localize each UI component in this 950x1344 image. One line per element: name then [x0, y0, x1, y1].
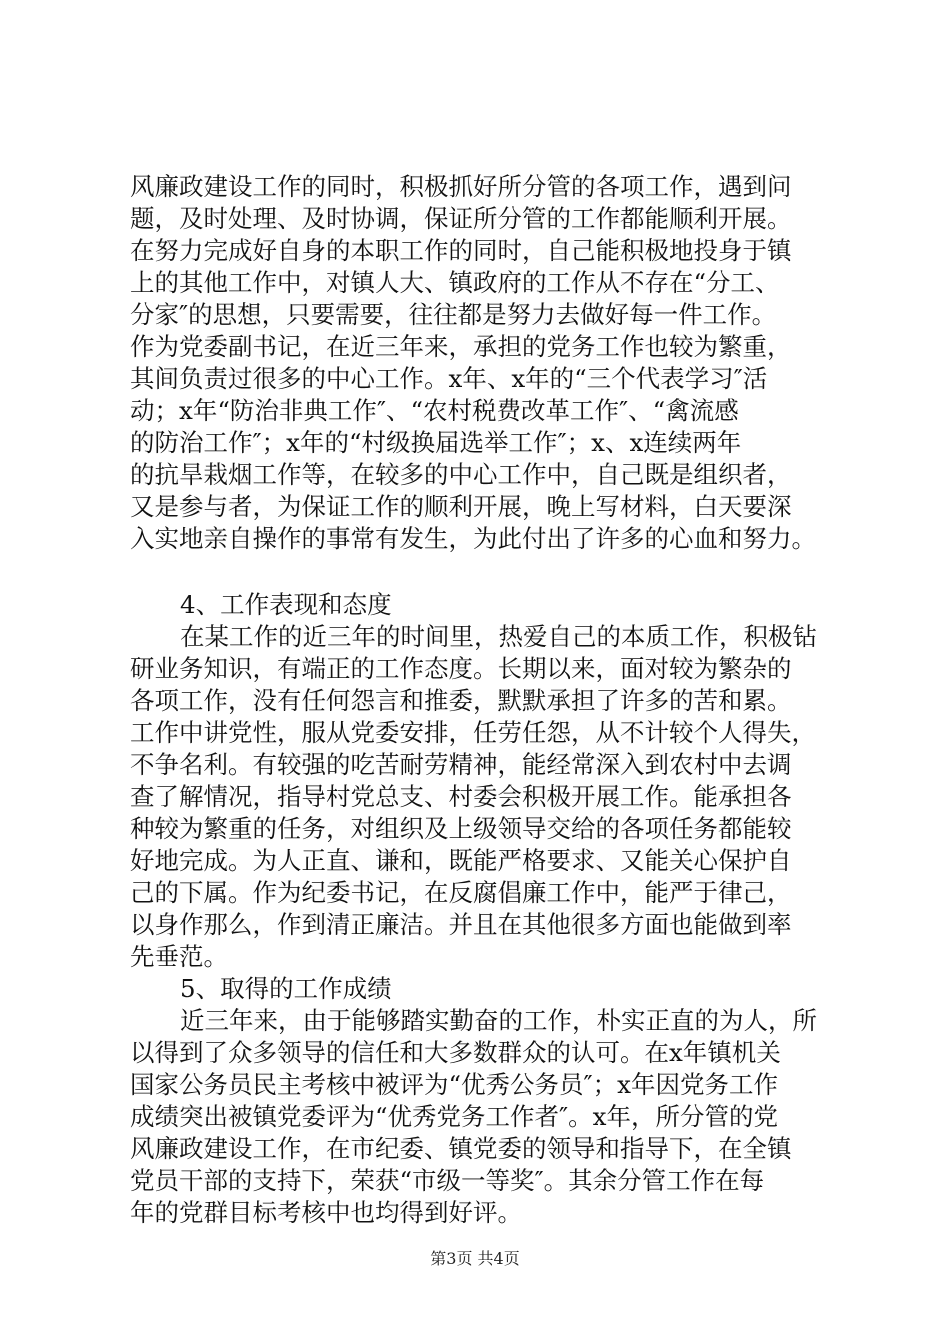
paragraph-line: 动；x年“防治非典工作″、“农村税费改革工作″、“禽流感 — [130, 396, 739, 425]
paragraph-gap — [130, 555, 830, 589]
paragraph-line: 上的其他工作中，对镇人大、镇政府的工作从不存在“分工、 — [130, 268, 780, 297]
paragraph-line: 成绩突出被镇党委评为“优秀党务工作者″。x年，所分管的党 — [130, 1102, 778, 1131]
paragraph-line: 种较为繁重的任务，对组织及上级领导交给的各项任务都能较 — [130, 814, 792, 843]
paragraph-line: 先垂范。 — [130, 942, 228, 971]
page-number-footer: 第3页 共4页 — [430, 1249, 520, 1268]
paragraph-first-line: 在某工作的近三年的时间里，热爱自己的本质工作，积极钻 — [180, 622, 817, 651]
paragraph-line: 以得到了众多领导的信任和大多数群众的认可。在x年镇机关 — [130, 1038, 781, 1067]
paragraph-line: 题，及时处理、及时协调，保证所分管的工作都能顺利开展。 — [130, 204, 792, 233]
paragraph-line: 在努力完成好自身的本职工作的同时，自己能积极地投身于镇 — [130, 236, 792, 265]
paragraph-line: 风廉政建设工作的同时，积极抓好所分管的各项工作，遇到问 — [130, 172, 792, 201]
paragraph-line: 不争名利。有较强的吃苦耐劳精神，能经常深入到农村中去调 — [130, 750, 792, 779]
paragraph-line: 工作中讲党性，服从党委安排，任劳任怨，从不计较个人得失， — [130, 718, 816, 747]
paragraph-line: 己的下属。作为纪委书记，在反腐倡廉工作中，能严于律己， — [130, 878, 792, 907]
paragraph-line: 其间负责过很多的中心工作。x年、x年的“三个代表学习″活 — [130, 364, 768, 393]
paragraph-line: 的防治工作″；x年的“村级换届选举工作″；x、x连续两年 — [130, 428, 742, 457]
paragraph-line: 又是参与者，为保证工作的顺利开展，晚上写材料，白天要深 — [130, 492, 792, 521]
paragraph-line: 的抗旱栽烟工作等，在较多的中心工作中，自己既是组织者， — [130, 460, 792, 489]
paragraph-line: 以身作那么，作到清正廉洁。并且在其他很多方面也能做到率 — [130, 910, 792, 939]
paragraph-line: 好地完成。为人正直、谦和，既能严格要求、又能关心保护自 — [130, 846, 792, 875]
paragraph-line: 研业务知识，有端正的工作态度。长期以来，面对较为繁杂的 — [130, 654, 792, 683]
paragraph-line: 党员干部的支持下，荣获“市级一等奖″。其余分管工作在每 — [130, 1166, 765, 1195]
paragraph-line: 年的党群目标考核中也均得到好评。 — [130, 1198, 522, 1227]
paragraph-line: 查了解情况，指导村党总支、村委会积极开展工作。能承担各 — [130, 782, 792, 811]
paragraph-line: 入实地亲自操作的事常有发生，为此付出了许多的心血和努力。 — [130, 524, 816, 553]
paragraph-first-line: 近三年来，由于能够踏实勤奋的工作，朴实正直的为人，所 — [180, 1006, 817, 1035]
paragraph-line: 各项工作，没有任何怨言和推委，默默承担了许多的苦和累。 — [130, 686, 792, 715]
paragraph-line: 作为党委副书记，在近三年来，承担的党务工作也较为繁重， — [130, 332, 792, 361]
section-heading-5: 5、取得的工作成绩 — [180, 974, 392, 1003]
paragraph-line: 国家公务员民主考核中被评为“优秀公务员″；x年因党务工作 — [130, 1070, 778, 1099]
section-heading-4: 4、工作表现和态度 — [180, 590, 392, 619]
paragraph-line: 风廉政建设工作，在市纪委、镇党委的领导和指导下，在全镇 — [130, 1134, 792, 1163]
paragraph-line: 分家″的思想，只要需要，往往都是努力去做好每一件工作。 — [130, 300, 777, 329]
document-body — [130, 171, 830, 1229]
